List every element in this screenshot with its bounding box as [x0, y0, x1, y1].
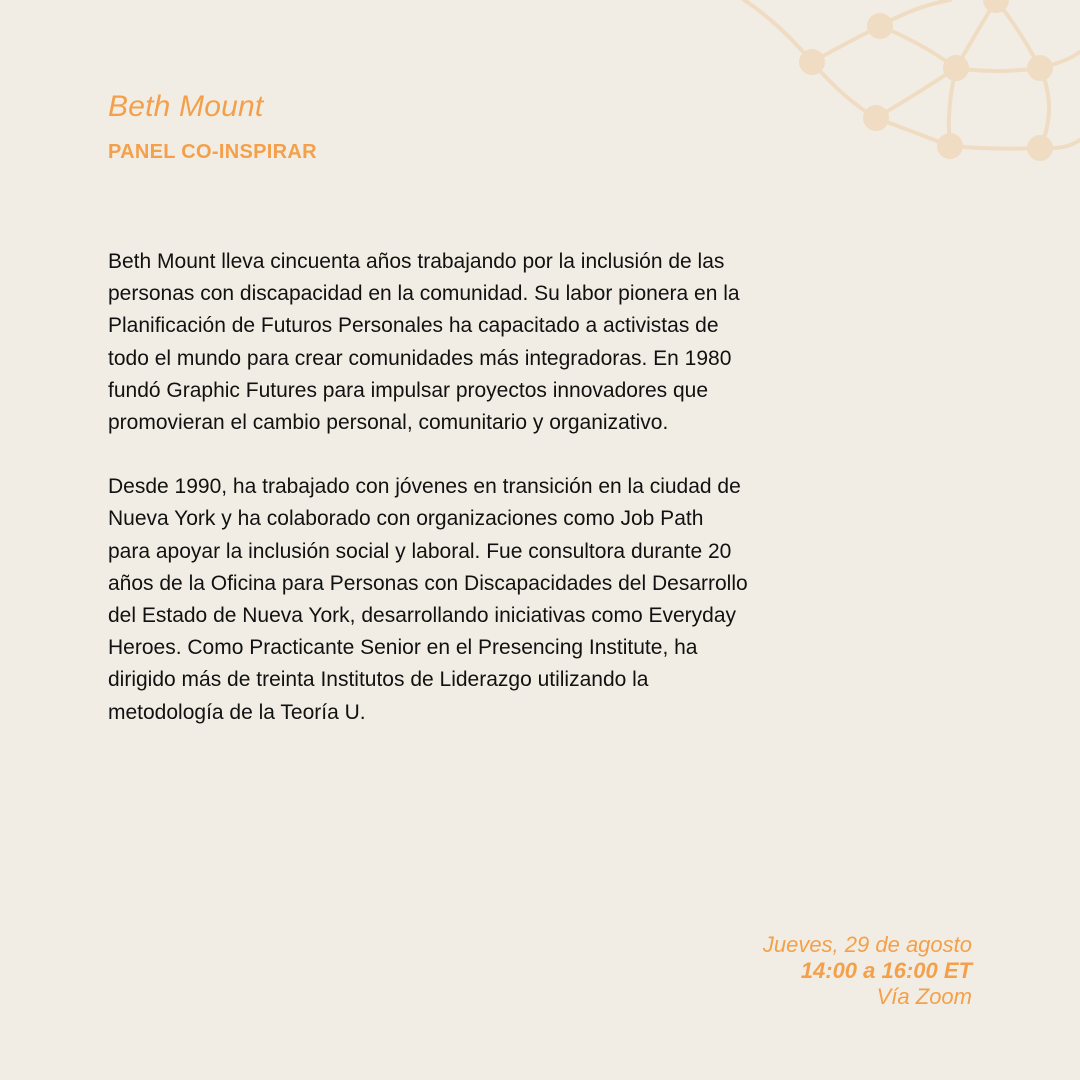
event-platform: Vía Zoom [876, 984, 972, 1009]
bio-paragraph-2: Desde 1990, ha trabajado con jóvenes en transición en la ciudad de Nueva York y ha colaborado con organizaciones como Job Path para apoyar la inclusión social y laboral. Fue consultora durante 20 años de la Oficina para Personas con Discapacidades del Desarrollo del Estado de Nueva York, desarrollando iniciativas como Everyday Heroes. Como Practicante Senior en el Presencing Institute, ha dirigido más de treinta Institutos de Liderazgo utilizando la metodología de la Teoría U. [108, 475, 748, 724]
event-date: Jueves, 29 de agosto [762, 932, 972, 957]
speaker-name: Beth Mount [108, 90, 264, 123]
speaker-biography [108, 246, 748, 729]
panel-title: PANEL CO-INSPIRAR [108, 141, 317, 163]
event-time: 14:00 a 16:00 ET [800, 958, 972, 983]
network-globe-icon [720, 0, 1080, 190]
event-details [763, 932, 972, 1010]
bio-paragraph-1: Beth Mount lleva cincuenta años trabajando por la inclusión de las personas con discapacidad en la comunidad. Su labor pionera en la Planificación de Futuros Personales ha capacitado a activistas de todo el mundo para crear comunidades más integradoras. En 1980 fundó Graphic Futures para impulsar proyectos innovadores que promovieran el cambio personal, comunitario y organizativo. [108, 250, 740, 435]
